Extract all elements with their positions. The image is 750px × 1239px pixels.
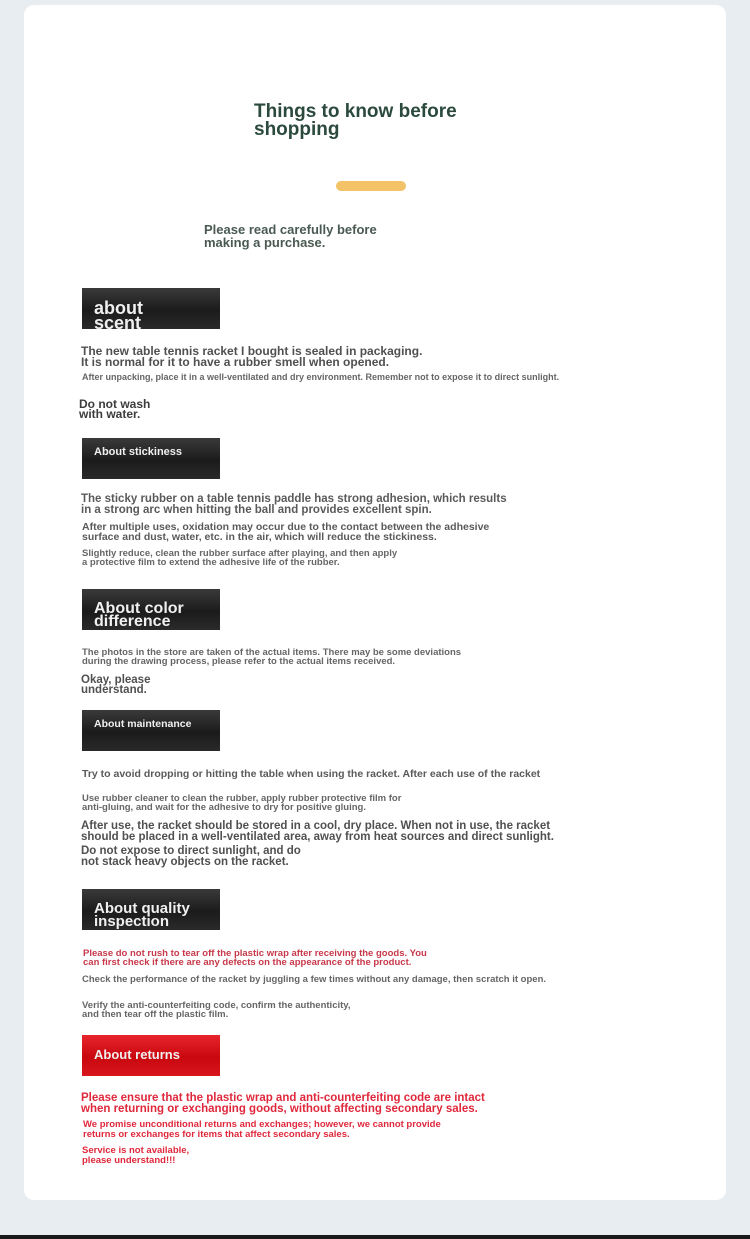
section-tag-quality-inspection: About quality inspection bbox=[82, 889, 220, 930]
scent-paragraph-3: Do not wash with water. bbox=[79, 397, 151, 421]
returns-paragraph-3: Service is not available, please understand!!! bbox=[82, 1145, 190, 1166]
color-paragraph-1: The photos in the store are taken of the actual items. There may be some deviations during the drawing process, please refer to the actual items received. bbox=[82, 647, 462, 667]
page-subtitle: Please read carefully before making a purchase. bbox=[204, 222, 377, 250]
maintenance-paragraph-2: Use rubber cleaner to clean the rubber, apply rubber protective film for anti-gluing, and wait for the adhesive to dry for positive gluing. bbox=[82, 793, 402, 813]
returns-paragraph-2: We promise unconditional returns and exchanges; however, we cannot provide returns or exchanges for items that affect secondary sales. bbox=[83, 1119, 441, 1140]
scent-paragraph-1: The new table tennis racket I bought is sealed in packaging. It is normal for it to have a rubber smell when opened. bbox=[81, 344, 423, 369]
maintenance-paragraph-3: After use, the racket should be stored in a cool, dry place. When not in use, the racket should be placed in a well-ventilated area, away from heat sources and direct sunlight. bbox=[81, 820, 554, 843]
quality-paragraph-3: Verify the anti-counterfeiting code, confirm the authenticity, and then tear off the plastic film. bbox=[82, 1000, 351, 1020]
scent-paragraph-2: After unpacking, place it in a well-ventilated and dry environment. Remember not to expose it to direct sunlight. bbox=[82, 372, 560, 382]
returns-paragraph-1: Please ensure that the plastic wrap and anti-counterfeiting code are intact when returning or exchanging goods, without affecting secondary sales. bbox=[81, 1092, 485, 1115]
bottom-edge-bar bbox=[0, 1235, 750, 1239]
page-title: Things to know before shopping bbox=[254, 101, 457, 140]
maintenance-paragraph-1: Try to avoid dropping or hitting the table when using the racket. After each use of the racket bbox=[82, 768, 541, 780]
stickiness-paragraph-2: After multiple uses, oxidation may occur due to the contact between the adhesive surface and dust, water, etc. in the air, which will reduce the stickiness. bbox=[82, 521, 490, 543]
quality-paragraph-2: Check the performance of the racket by juggling a few times without any damage, then scratch it open. bbox=[82, 974, 547, 985]
title-divider-pill bbox=[336, 181, 406, 191]
color-paragraph-2: Okay, please understand. bbox=[81, 674, 151, 696]
stickiness-paragraph-1: The sticky rubber on a table tennis paddle has strong adhesion, which results in a strong arc when hitting the ball and provides excellent spin. bbox=[81, 493, 507, 516]
section-tag-stickiness: About stickiness bbox=[82, 438, 220, 479]
section-tag-returns: About returns bbox=[82, 1035, 220, 1076]
section-tag-scent: about scent bbox=[82, 288, 220, 329]
section-tag-color-difference: About color difference bbox=[82, 589, 220, 630]
stickiness-paragraph-3: Slightly reduce, clean the rubber surface after playing, and then apply a protective film to extend the adhesive life of the rubber. bbox=[82, 548, 398, 568]
maintenance-paragraph-4: Do not expose to direct sunlight, and do not stack heavy objects on the racket. bbox=[81, 845, 301, 868]
notice-card bbox=[24, 5, 726, 1200]
quality-paragraph-1: Please do not rush to tear off the plastic wrap after receiving the goods. You can first check if there are any defects on the appearance of the product. bbox=[83, 948, 427, 968]
section-tag-maintenance: About maintenance bbox=[82, 710, 220, 751]
